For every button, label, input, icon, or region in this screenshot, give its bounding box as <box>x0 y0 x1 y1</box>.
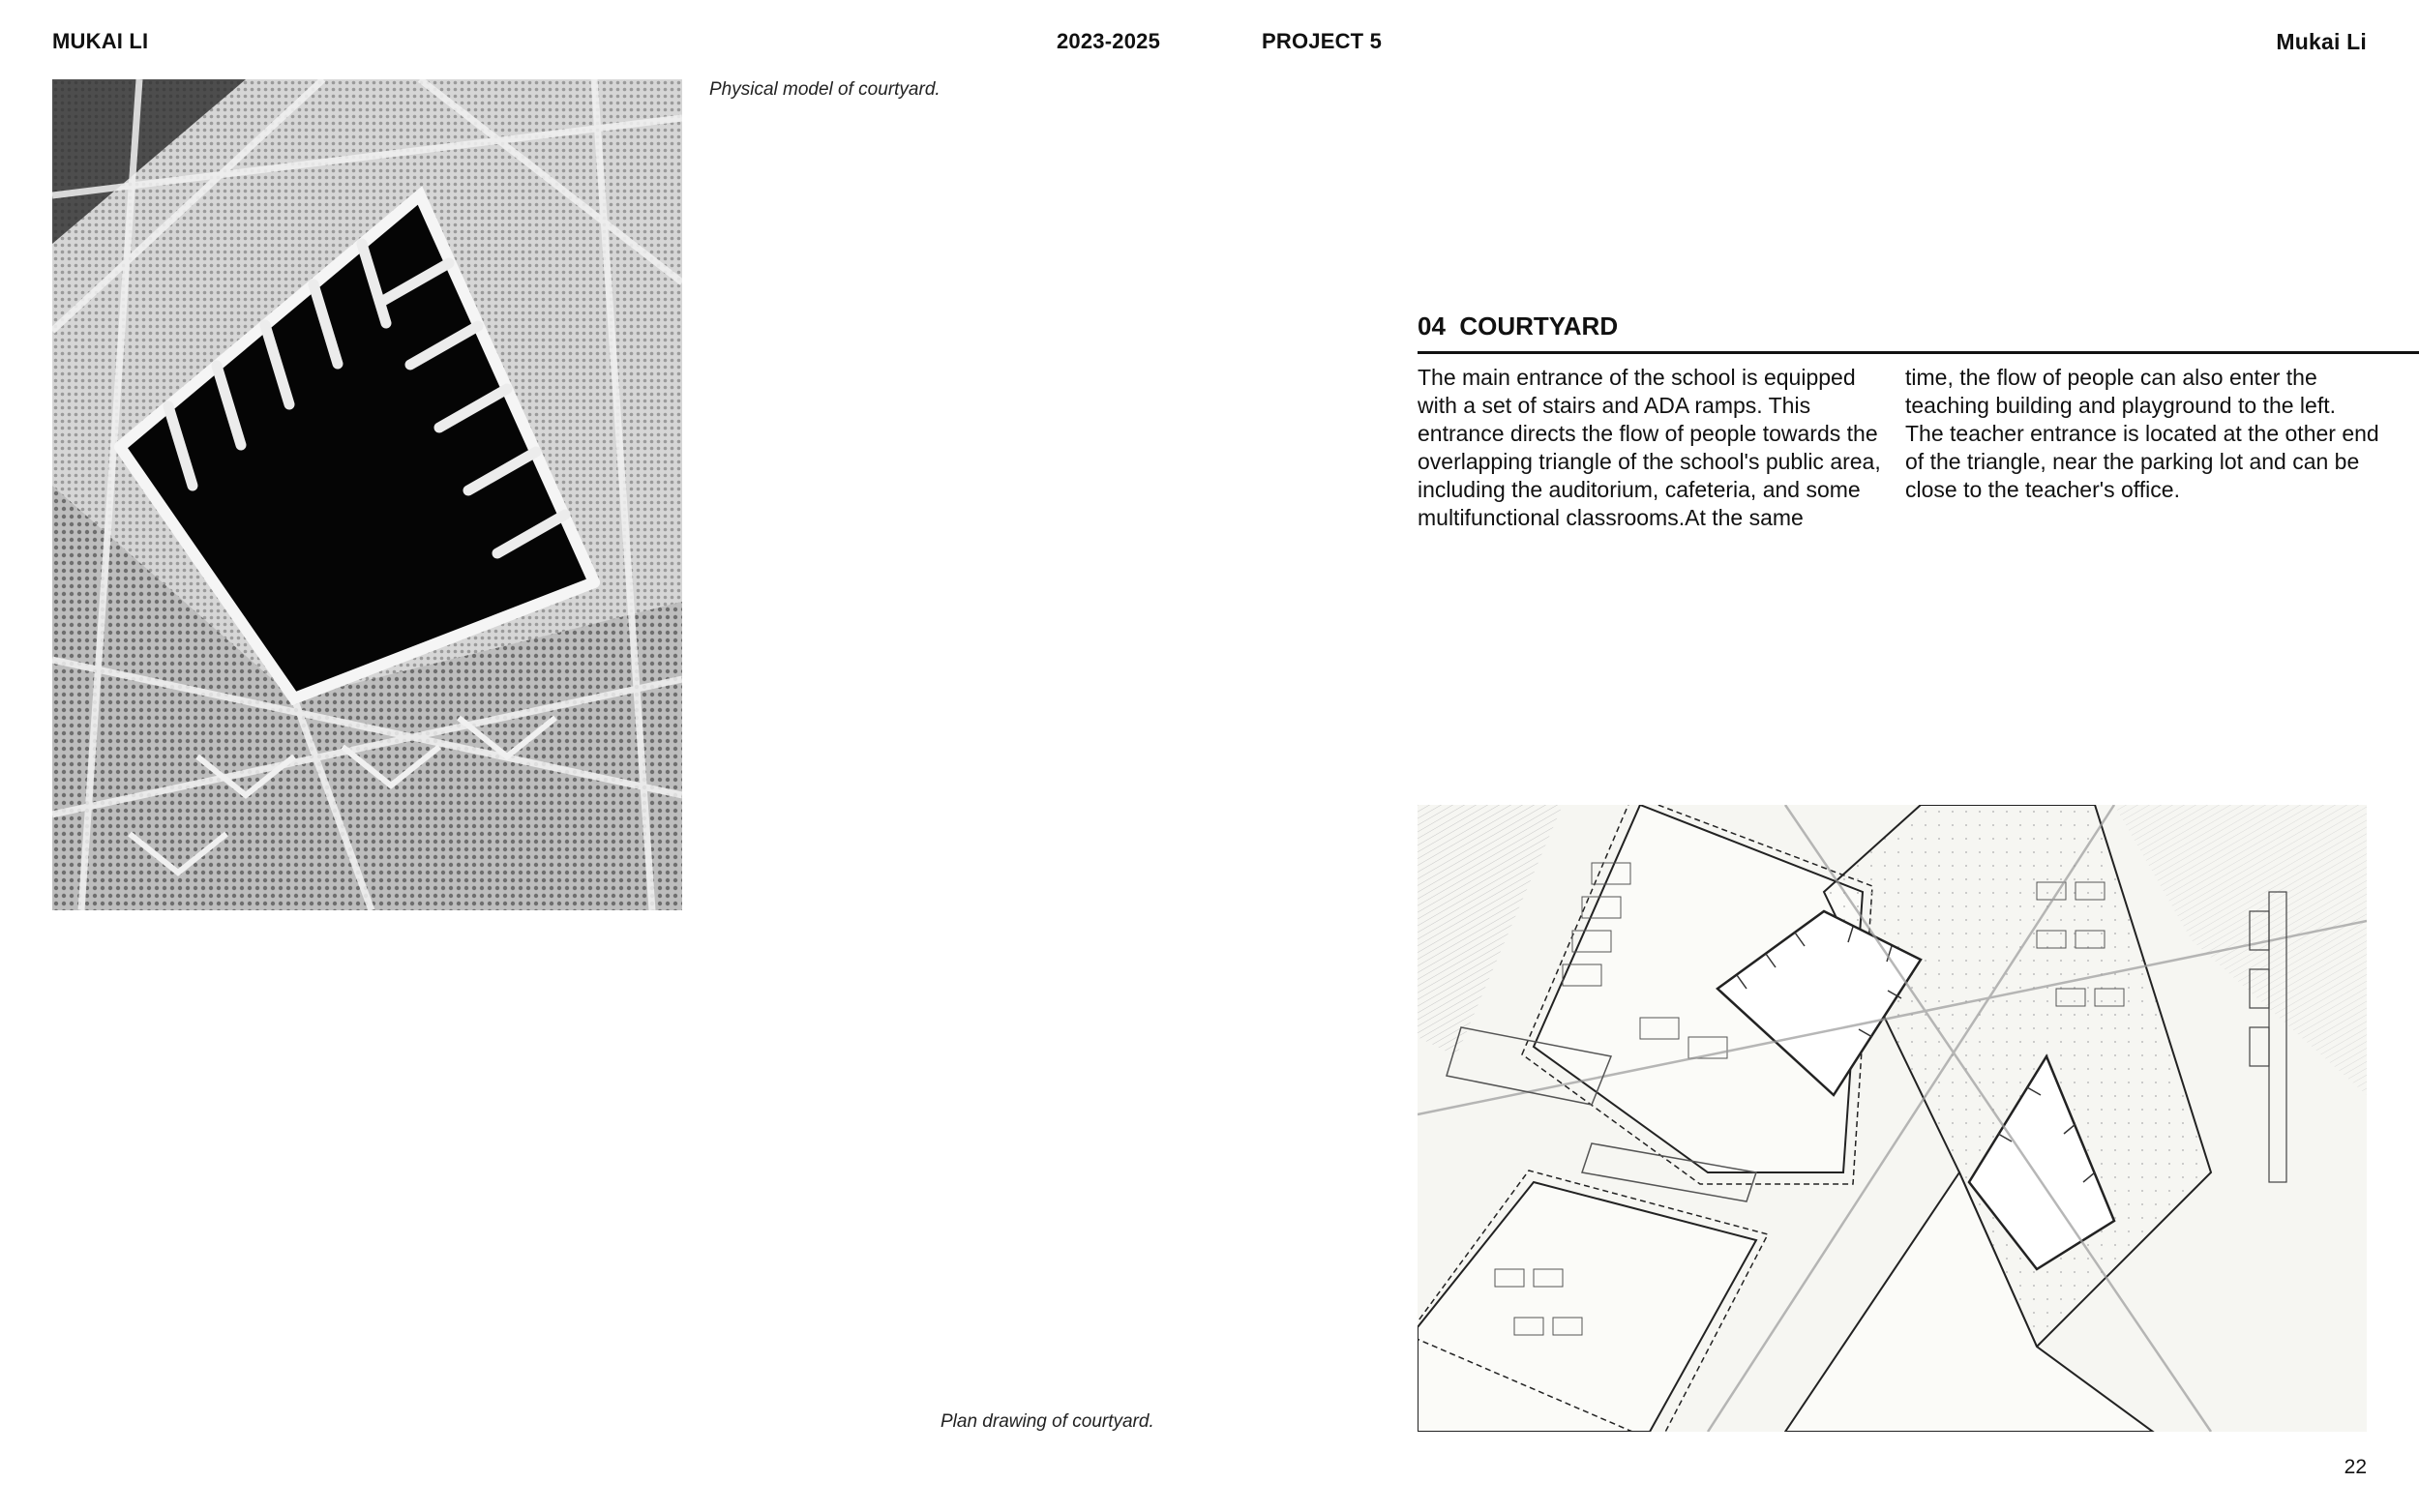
plan-caption: Plan drawing of courtyard. <box>941 1411 1154 1432</box>
section-number: 04 <box>1418 311 1446 341</box>
body-column-2: time, the flow of people can also enter the teaching building and playground to the left. The teacher entrance is located at the other end of the triangle, near the parking lot and can be close to the teacher's office. <box>1905 365 2379 502</box>
header-author: MUKAI LI <box>52 29 149 53</box>
section-rule <box>1418 351 2419 354</box>
courtyard-model-photo <box>52 79 682 910</box>
header-project: PROJECT 5 <box>1262 29 1383 53</box>
courtyard-plan-drawing <box>1418 805 2367 1432</box>
header-author-right: Mukai Li <box>2276 29 2367 54</box>
section-heading <box>1418 311 1618 341</box>
header-years: 2023-2025 <box>1057 29 1161 53</box>
section-title: COURTYARD <box>1459 311 1619 341</box>
page-number: 22 <box>2344 1456 2367 1478</box>
photo-caption: Physical model of courtyard. <box>709 79 941 100</box>
body-column-1: The main entrance of the school is equipped with a set of stairs and ADA ramps. This entrance directs the flow of people towards the overlapping triangle of the school's public area, including the auditorium, cafeteria, and some multifunctional classrooms.At the same <box>1418 365 1881 530</box>
